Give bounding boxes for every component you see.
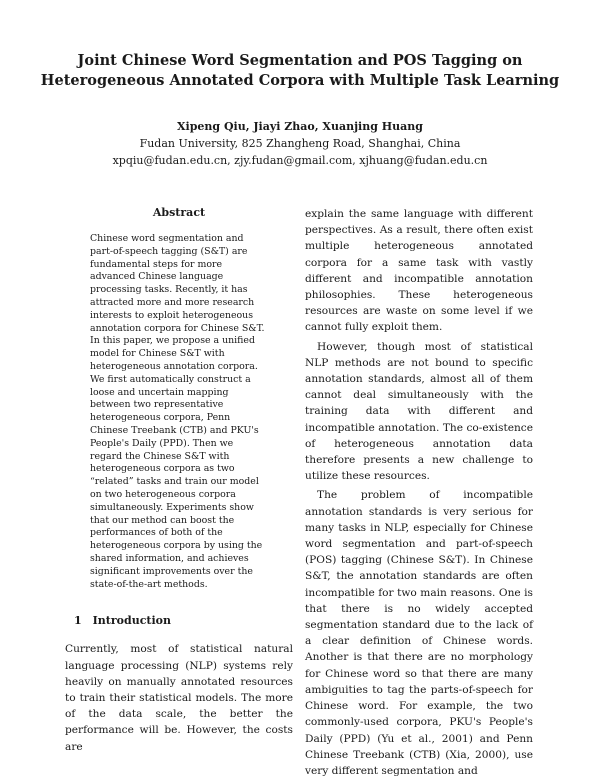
right-paragraph-3: The problem of incompatible annotation standards is very serious for many tasks in NLP, especially for Chinese word segmentation and part-of-speech (POS) tagging (Chinese S&T). In Chinese S&T, the annotation standards are often incompatible for two main reasons. One is that there is no widely accepted segmentation standard due to the lack of a clear definition of Chinese words. Another is that there are no morphology for Chinese word so that there are many ambiguities to tag the parts-of-speech for Chinese word. For example, the two commonly-used corpora, PKU's People's Daily (PPD) (Yu et al., 2001) and Penn Chinese Treebank (CTB) (Xia, 2000), use very different segmentation and	[305, 489, 533, 777]
intro-paragraph-1: Currently, most of statistical natural language processing (NLP) systems rely heavily on manually annotated resources to train their statistical models. The more of the data scale, the better the performance will be. However, the costs are	[65, 643, 293, 753]
section-heading-introduction	[74, 613, 293, 629]
abstract-heading: Abstract	[152, 206, 206, 219]
left-column	[65, 205, 293, 755]
right-column	[305, 206, 533, 779]
title-line-2: Heterogeneous Annotated Corpora with Multiple Task Learning	[40, 72, 560, 89]
section-number: 1	[74, 614, 82, 628]
paper-title	[40, 51, 560, 91]
title-line-1: Joint Chinese Word Segmentation and POS Tagging on	[77, 52, 523, 69]
right-paragraph-2: However, though most of statistical NLP methods are not bound to specific annotation standards, almost all of them cannot deal simultaneously with the training data with different and incompatible annotation. The co-existence of heterogeneous annotation data therefore presents a new challenge to utilize these resources.	[305, 340, 533, 483]
abstract-text: Chinese word segmentation and part-of-speech tagging (S&T) are fundamental steps for more advanced Chinese language processing tasks. Recently, it has attracted more and more research interests to exploit heterogeneous annotation corpora for Chinese S&T. In this paper, we propose a unified model for Chinese S&T with heterogeneous annotation corpora. We first automatically construct a loose and uncertain mapping between two representative heterogeneous corpora, Penn Chinese Treebank (CTB) and PKU's People's Daily (PPD). Then we regard the Chinese S&T with heterogeneous corpora as two “related” tasks and train our model on two heterogeneous corpora simultaneously. Experiments show that our method can boost the performances of both of the heterogeneous corpora by using the shared information, and achieves significant improvements over the state-of-the-art methods.	[90, 233, 265, 590]
author-block	[60, 118, 540, 169]
right-paragraph-1: explain the same language with different perspectives. As a result, there often exist multiple heterogeneous annotated corpora for a same task with vastly different and incompatible annotation philosophies. These heterogeneous resources are waste on some level if we cannot fully exploit them.	[305, 208, 533, 334]
author-emails: xpqiu@fudan.edu.cn, zjy.fudan@gmail.com, xjhuang@fudan.edu.cn	[112, 154, 488, 167]
author-names: Xipeng Qiu, Jiayi Zhao, Xuanjing Huang	[177, 120, 423, 133]
section-title: Introduction	[92, 614, 171, 628]
author-affiliation: Fudan University, 825 Zhangheng Road, Shanghai, China	[139, 137, 461, 150]
